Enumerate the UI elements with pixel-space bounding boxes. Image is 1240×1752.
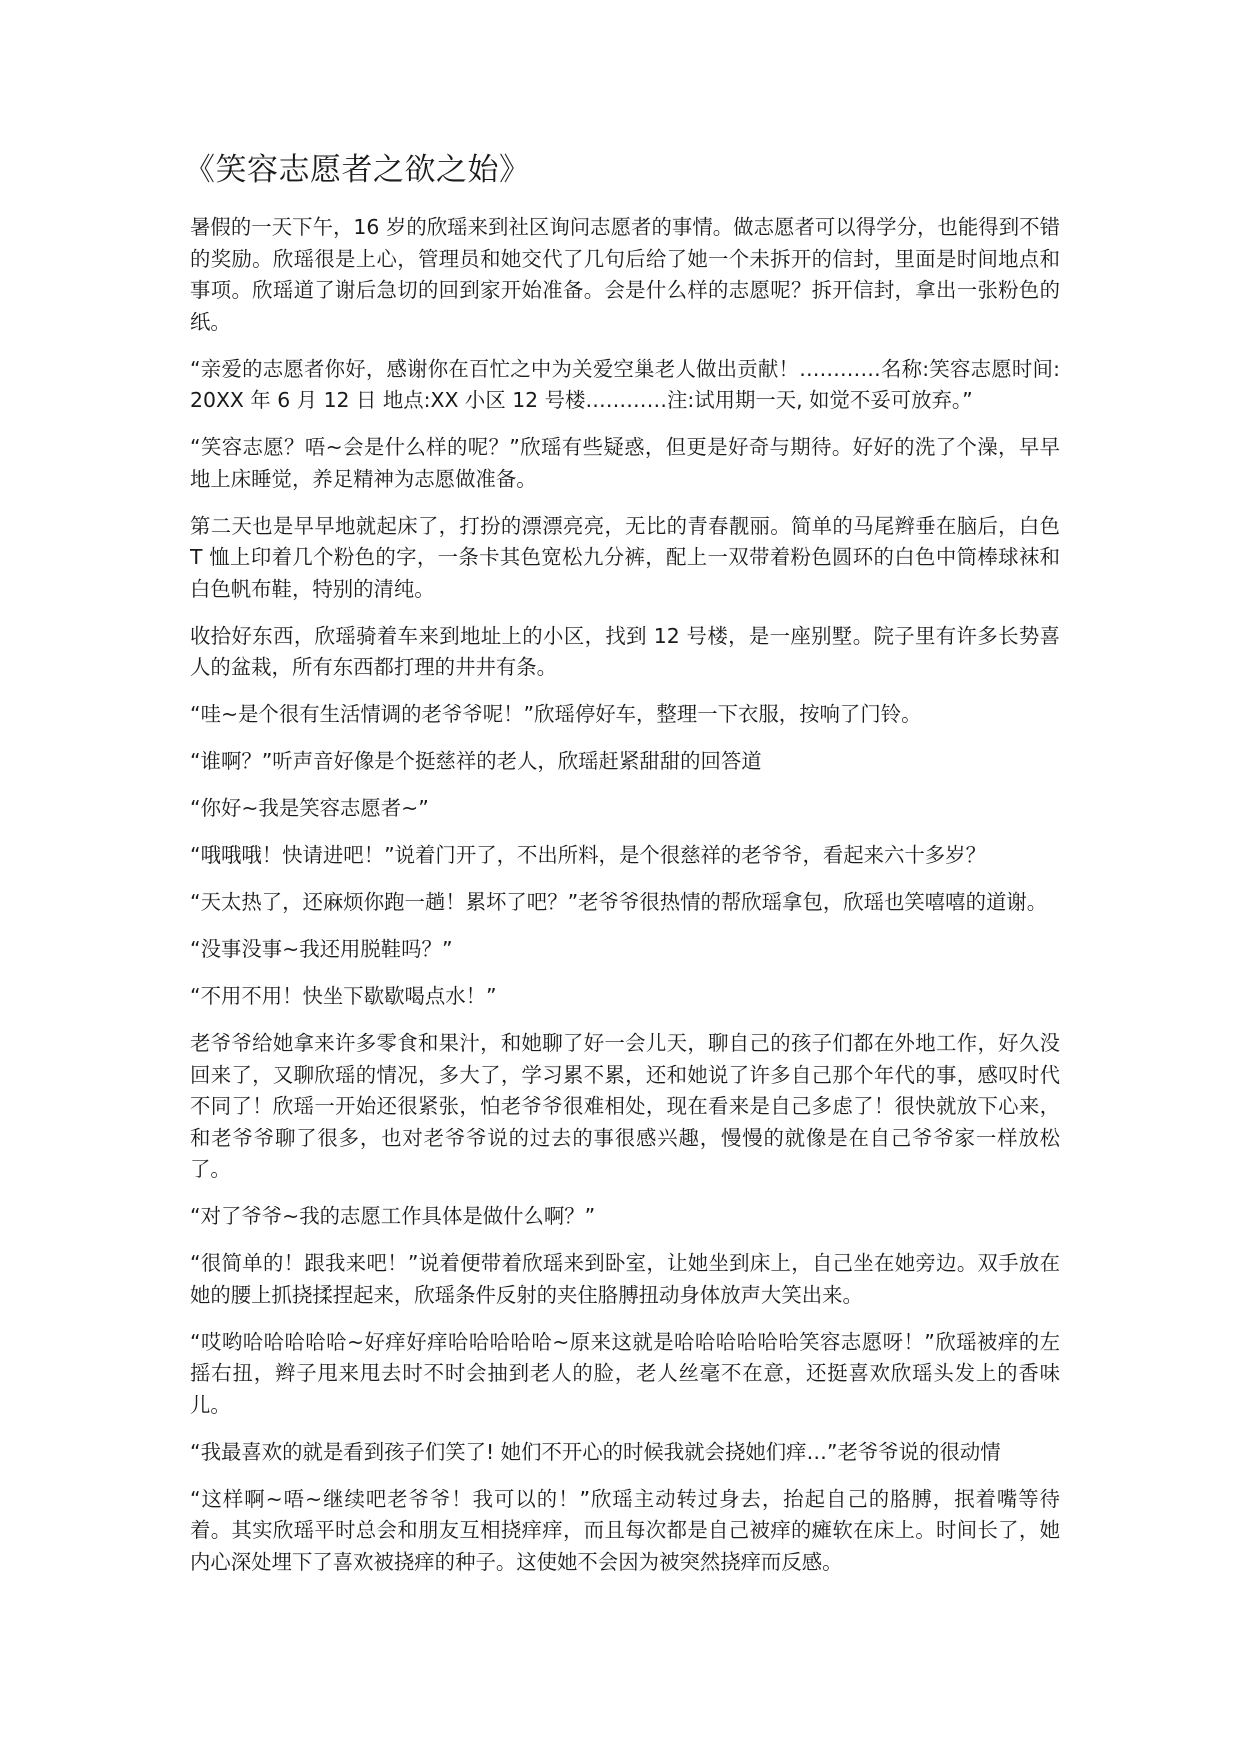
paragraph: 第二天也是早早地就起床了，打扮的漂漂亮亮，无比的青春靓丽。简单的马尾辫垂在脑后，白色 T 恤上印着几个粉色的字，一条卡其色宽松九分裤，配上一双带着粉色圆环的白色中筒棒球袜和白色帆布鞋，特别的清纯。 xyxy=(190,513,1060,601)
paragraph: “笑容志愿？唔~会是什么样的呢？”欣瑶有些疑惑，但更是好奇与期待。好好的洗了个澡，早早地上床睡觉，养足精神为志愿做准备。 xyxy=(190,435,1060,491)
paragraph: “我最喜欢的就是看到孩子们笑了! 她们不开心的时候我就会挠她们痒…”老爷爷说的很动情 xyxy=(190,1439,1001,1464)
paragraph: “哎哟哈哈哈哈哈~好痒好痒哈哈哈哈哈~原来这就是哈哈哈哈哈哈笑容志愿呀！”欣瑶被痒的左摇右扭，辫子甩来甩去时不时会抽到老人的脸，老人丝毫不在意，还挺喜欢欣瑶头发上的香味儿。 xyxy=(190,1329,1060,1417)
paragraph: “天太热了，还麻烦你跑一趟！累坏了吧？”老爷爷很热情的帮欣瑶拿包，欣瑶也笑嘻嘻的道谢。 xyxy=(190,890,1048,914)
paragraph: 暑假的一天下午，16 岁的欣瑶来到社区询问志愿者的事情。做志愿者可以得学分，也能得到不错的奖励。欣瑶很是上心，管理员和她交代了几句后给了她一个未拆开的信封，里面是时间地点和事项。欣瑶道了谢后急切的回到家开始准备。会是什么样的志愿呢？拆开信封，拿出一张粉色的纸。 xyxy=(190,215,1060,334)
paragraph: “你好~我是笑容志愿者~” xyxy=(190,796,429,820)
document-title: 《笑容志愿者之欲之始》 xyxy=(184,152,531,188)
paragraph: “对了爷爷~我的志愿工作具体是做什么啊？” xyxy=(190,1204,596,1228)
document-page xyxy=(184,150,1060,1594)
paragraph: “哇~是个很有生活情调的老爷爷呢！”欣瑶停好车，整理一下衣服，按响了门铃。 xyxy=(190,702,922,726)
paragraph: 收拾好东西，欣瑶骑着车来到地址上的小区，找到 12 号楼，是一座别墅。院子里有许多长势喜人的盆栽，所有东西都打理的井井有条。 xyxy=(190,623,1060,679)
paragraph: “哦哦哦！快请进吧！”说着门开了，不出所料，是个很慈祥的老爷爷，看起来六十多岁？ xyxy=(190,843,986,867)
paragraph: “没事没事~我还用脱鞋吗？” xyxy=(190,937,453,961)
paragraph: “亲爱的志愿者你好，感谢你在百忙之中为关爱空巢老人做出贡献！…………名称:笑容志愿时间:20XX 年 6 月 12 日 地点:XX 小区 12 号楼…………注:试用期一天, 如觉不妥可放弃。” xyxy=(190,356,1060,412)
paragraph: “很简单的！跟我来吧！”说着便带着欣瑶来到卧室，让她坐到床上，自己坐在她旁边。双手放在她的腰上抓挠揉捏起来，欣瑶条件反射的夹住胳膊扭动身体放声大笑出来。 xyxy=(190,1251,1060,1307)
paragraph: “不用不用！快坐下歇歇喝点水！” xyxy=(190,984,497,1008)
paragraph: “谁啊？”听声音好像是个挺慈祥的老人，欣瑶赶紧甜甜的回答道 xyxy=(190,749,762,773)
paragraph: “这样啊~唔~继续吧老爷爷！我可以的！”欣瑶主动转过身去，抬起自己的胳膊，抿着嘴等待着。其实欣瑶平时总会和朋友互相挠痒痒，而且每次都是自己被痒的瘫软在床上。时间长了，她内心深处埋下了喜欢被挠痒的种子。这使她不会因为被突然挠痒而反感。 xyxy=(190,1486,1060,1574)
paragraph: 老爷爷给她拿来许多零食和果汁，和她聊了好一会儿天，聊自己的孩子们都在外地工作，好久没回来了，又聊欣瑶的情况，多大了，学习累不累，还和她说了许多自己那个年代的事，感叹时代不同了！欣瑶一开始还很紧张，怕老爷爷很难相处，现在看来是自己多虑了！很快就放下心来，和老爷爷聊了很多，也对老爷爷说的过去的事很感兴趣，慢慢的就像是在自己爷爷家一样放松了。 xyxy=(190,1031,1060,1181)
